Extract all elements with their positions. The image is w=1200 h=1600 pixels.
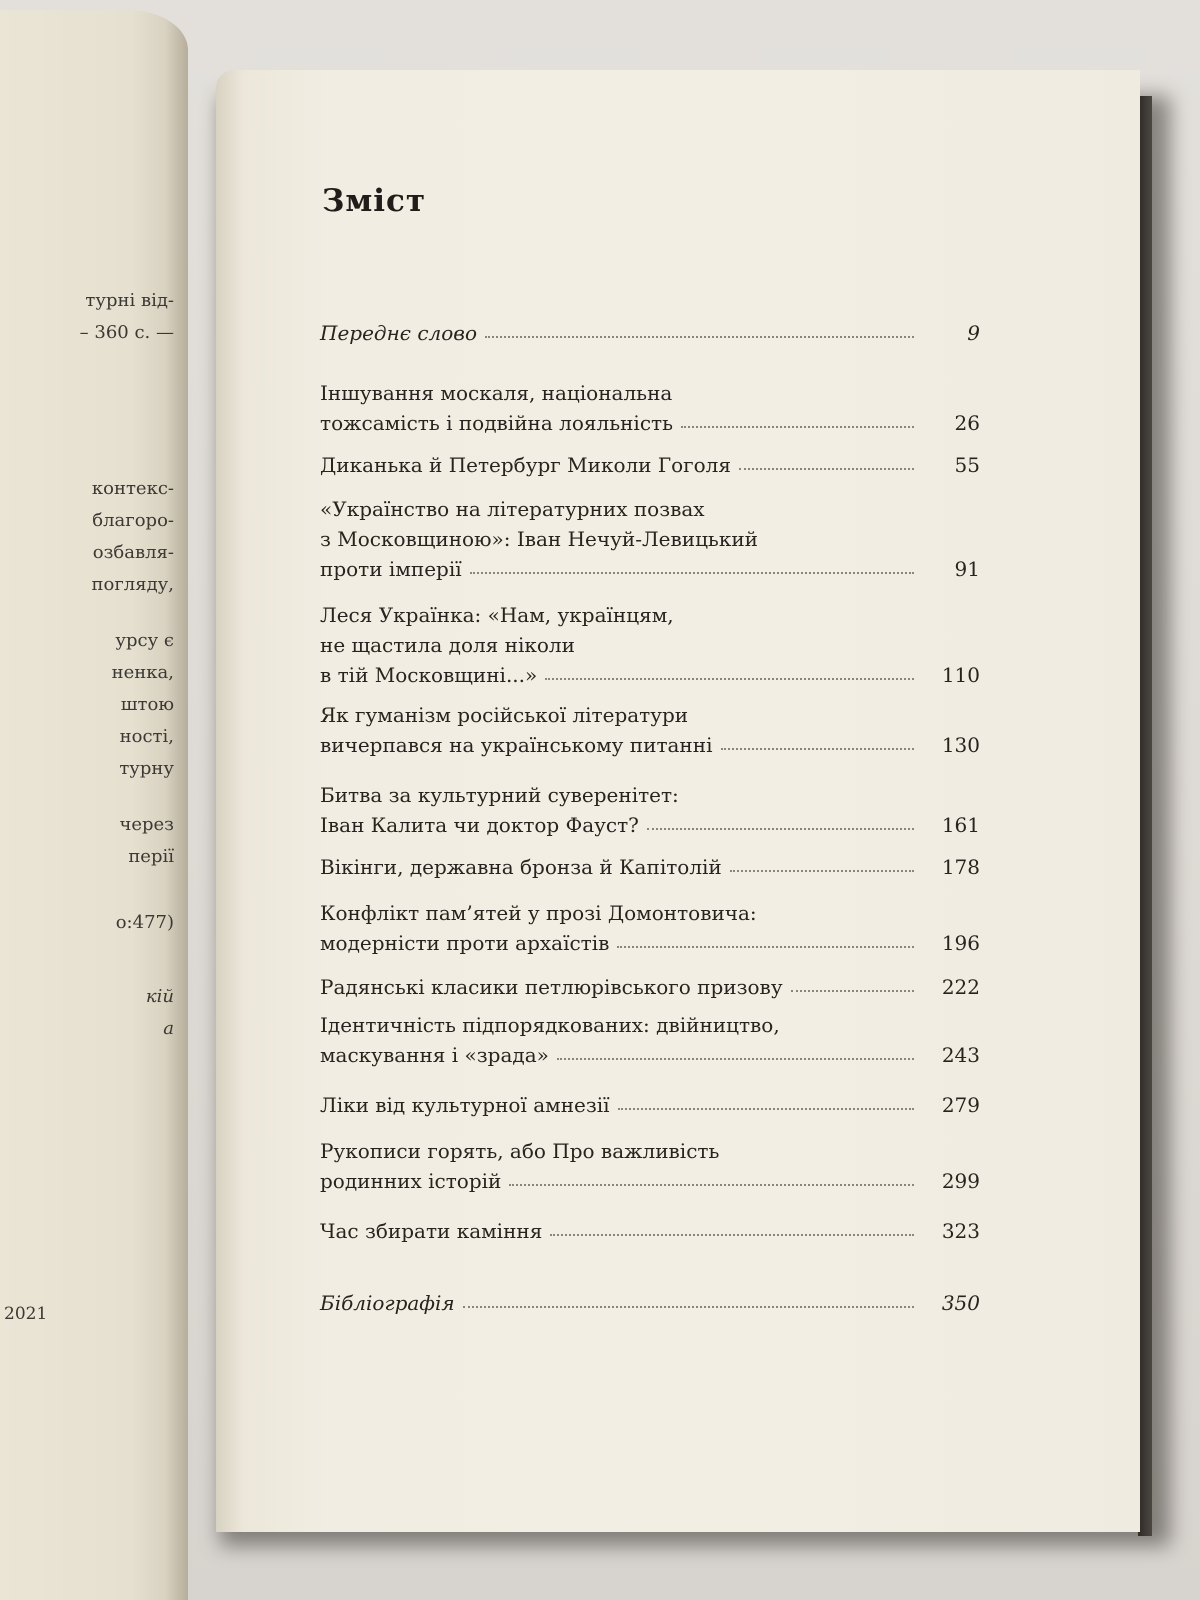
toc-entry-line	[320, 852, 980, 882]
dot-leader	[721, 748, 915, 750]
toc-entry-title-line: вичерпався на українському питанні	[320, 733, 713, 757]
left-page-line: ненка,	[111, 662, 174, 683]
toc-entry	[320, 1010, 980, 1070]
toc-entry-title-line: Ідентичність підпорядкованих: двійництво,	[320, 1013, 780, 1037]
toc-page-number: 55	[954, 453, 980, 477]
dot-leader	[470, 572, 914, 574]
toc-entry-title-line: модерністи проти архаїстів	[320, 931, 610, 955]
toc-entry-title-line: Конфлікт пам’ятей у прозі Домонтовича:	[320, 901, 757, 925]
toc-entry-title-line: Іван Калита чи доктор Фауст?	[320, 813, 639, 837]
toc-entry-title-line: Диканька й Петербург Миколи Гоголя	[320, 453, 731, 477]
toc-page-number: 9	[967, 321, 980, 345]
left-page-line: а	[163, 1018, 174, 1039]
toc-page-number: 279	[941, 1093, 980, 1117]
toc-entry-title-line: родинних історій	[320, 1169, 502, 1193]
toc-entry-title-line: Рукописи горять, або Про важливість	[320, 1139, 720, 1163]
left-page-line: озбавля-	[92, 542, 174, 563]
toc-entry-line	[320, 494, 980, 524]
toc-entry-line	[320, 928, 980, 958]
dot-leader	[647, 828, 914, 830]
dot-leader	[550, 1234, 914, 1236]
toc-page-number: 222	[941, 975, 980, 999]
toc-title: Зміст	[322, 183, 427, 219]
toc-entry	[320, 1136, 980, 1196]
left-page-footer: 2021	[4, 1304, 48, 1324]
left-page-line: перії	[128, 846, 174, 867]
toc-page-number: 91	[954, 557, 980, 581]
toc-page-number: 178	[941, 855, 980, 879]
toc-entry	[320, 450, 980, 480]
toc-entry-line	[320, 1136, 980, 1166]
toc-entry-line	[320, 730, 980, 760]
toc-entry-title-line: Битва за культурний суверенітет:	[320, 783, 679, 807]
toc-entry-title-line: Вікінги, державна бронза й Капітолій	[320, 855, 722, 879]
dot-leader	[545, 678, 914, 680]
toc-entry-title-line: Іншування москаля, національна	[320, 381, 673, 405]
dot-leader	[509, 1184, 914, 1186]
toc-entry	[320, 600, 980, 690]
toc-entry-title-line: Радянські класики петлюрівського призову	[320, 975, 783, 999]
toc-entry	[320, 1090, 980, 1120]
toc-entry	[320, 898, 980, 958]
left-page-line: ності,	[119, 726, 174, 747]
toc-page-number: 161	[941, 813, 980, 837]
left-page-line: через	[119, 814, 174, 835]
left-page-line: турну	[119, 758, 174, 779]
toc-page-number: 196	[941, 931, 980, 955]
toc-entry-title-line: Леся Українка: «Нам, українцям,	[320, 603, 674, 627]
toc-entry-line	[320, 1216, 980, 1246]
toc-entry	[320, 1288, 980, 1318]
toc-entry	[320, 852, 980, 882]
toc-entry-line	[320, 898, 980, 928]
dot-leader	[463, 1306, 914, 1308]
toc-page-number: 243	[941, 1043, 980, 1067]
toc-entry-line	[320, 378, 980, 408]
dot-leader	[618, 1108, 914, 1110]
toc-entry-line	[320, 780, 980, 810]
dot-leader	[681, 426, 914, 428]
toc-entry-title-line: «Українство на літературних позвах	[320, 497, 705, 521]
left-page-line: погляду,	[91, 574, 174, 595]
dot-leader	[791, 990, 914, 992]
toc-entry	[320, 318, 980, 348]
toc-page-number: 26	[954, 411, 980, 435]
toc-page-number: 323	[941, 1219, 980, 1243]
toc-entry-line	[320, 660, 980, 690]
toc-entry-line	[320, 1166, 980, 1196]
left-page-line: – 360 с. —	[79, 322, 174, 343]
toc-entry-line	[320, 318, 980, 348]
toc-entry-title-line: тожсамість і подвійна лояльність	[320, 411, 673, 435]
toc-entry-line	[320, 1010, 980, 1040]
toc-entry-line	[320, 810, 980, 840]
toc-entry-title-line: з Московщиною»: Іван Нечуй-Левицький	[320, 527, 758, 551]
left-page-line: урсу є	[115, 630, 174, 651]
toc-entry-title-line: Ліки від культурної амнезії	[320, 1093, 610, 1117]
dot-leader	[739, 468, 914, 470]
left-page-line: турні від-	[85, 290, 174, 311]
toc-entry-line	[320, 1288, 980, 1318]
toc-entry	[320, 494, 980, 584]
toc-entry	[320, 780, 980, 840]
toc-entry	[320, 700, 980, 760]
toc-entry-line	[320, 1040, 980, 1070]
left-page-line: кій	[145, 986, 174, 1007]
toc-entry-title-line: не щастила доля ніколи	[320, 633, 575, 657]
toc-entry-line	[320, 1090, 980, 1120]
dot-leader	[617, 946, 914, 948]
left-page-line: o:477)	[115, 912, 174, 933]
toc-entry-line	[320, 554, 980, 584]
toc-entry	[320, 972, 980, 1002]
toc-page-number: 110	[941, 663, 980, 687]
toc-entry-line	[320, 630, 980, 660]
left-page-line: благоро-	[92, 510, 174, 531]
toc-entry-line	[320, 408, 980, 438]
toc-entry-title-line: маскування і «зрада»	[320, 1043, 549, 1067]
toc-entry	[320, 378, 980, 438]
dot-leader	[557, 1058, 914, 1060]
toc-entry-title-line: в тій Московщині...»	[320, 663, 538, 687]
toc-entry-title-line: Час збирати каміння	[320, 1219, 543, 1243]
left-page-line: штою	[120, 694, 174, 715]
dot-leader	[730, 870, 914, 872]
toc-entry-title-line: проти імперії	[320, 557, 462, 581]
toc-entry-line	[320, 524, 980, 554]
toc-entry-line	[320, 972, 980, 1002]
toc-entry-title-line: Бібліографія	[320, 1291, 455, 1315]
toc-entry-title-line: Переднє слово	[320, 321, 477, 345]
dot-leader	[485, 336, 914, 338]
toc-entry	[320, 1216, 980, 1246]
left-page-line: контекс-	[91, 478, 174, 499]
toc-page-number: 350	[941, 1291, 980, 1315]
toc-entry-title-line: Як гуманізм російської літератури	[320, 703, 689, 727]
toc-page-number: 130	[941, 733, 980, 757]
toc-entry-line	[320, 450, 980, 480]
toc-entry-line	[320, 700, 980, 730]
toc-page-number: 299	[941, 1169, 980, 1193]
toc-entry-line	[320, 600, 980, 630]
